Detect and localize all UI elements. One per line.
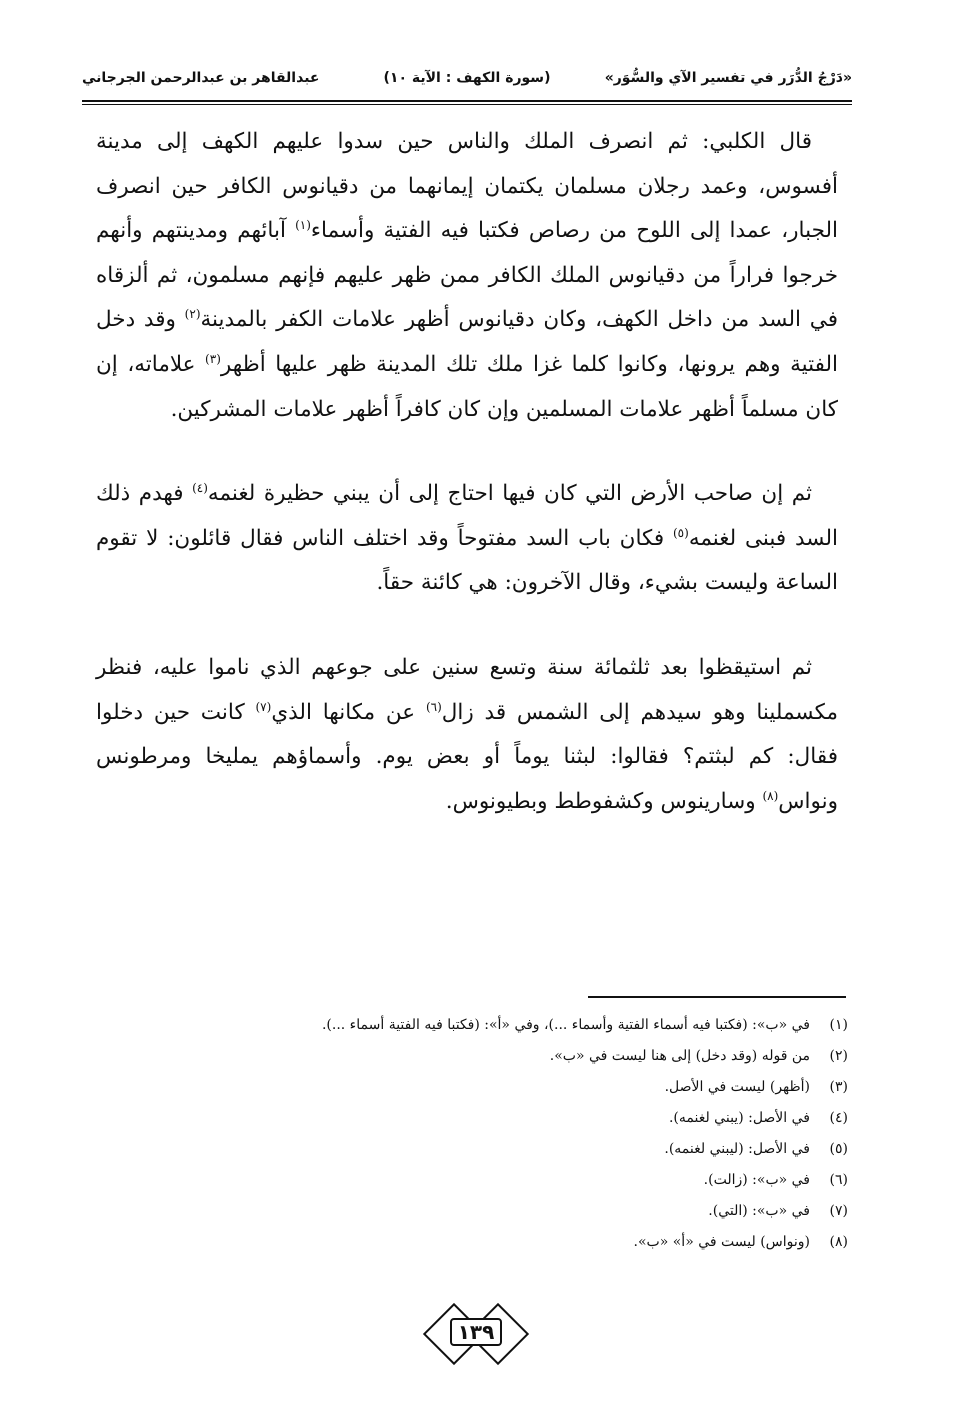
page-number: ١٣٩ <box>457 1320 495 1344</box>
footnote-item <box>96 1134 848 1165</box>
footnote-number: (١) <box>829 1017 848 1033</box>
text-run: فهدم ذلك السد فبنى لغنمه <box>96 481 838 551</box>
footnote-text: (أظهر) ليست في الأصل. <box>664 1079 810 1095</box>
footnote-number: (٦) <box>829 1172 848 1188</box>
footnote-marker: (١) <box>295 218 311 233</box>
surah-reference: (سورة الكهف : الآية ١٠) <box>383 70 551 86</box>
footnote-text: في «ب»: (فكتبا فيه أسماء الفتية وأسماء ...)، وفي «أ»: (فكتبا فيه الفتية أسماء ...). <box>321 1017 810 1033</box>
footnote-item <box>96 1010 848 1041</box>
text-run: ثم إن صاحب الأرض التي كان فيها احتاج إلى أن يبني حظيرة لغنمه <box>207 481 813 507</box>
footnote-text: من قوله (وقد دخل) إلى هنا ليست في «ب». <box>549 1048 810 1064</box>
text-run: وقد دخل الفتية وهم يرونها، وكانوا كلما غزا ملك تلك المدينة ظهر عليها أظهر <box>96 307 838 377</box>
header-rule-thick <box>82 100 852 102</box>
paragraph-3 <box>96 646 838 824</box>
main-text <box>96 120 838 824</box>
header-rule-thin <box>82 104 852 105</box>
footnote-text: في الأصل: (ليبني لغنمه). <box>664 1141 810 1157</box>
footnote-marker: (٢) <box>184 307 201 322</box>
footnote-number: (٤) <box>829 1110 848 1126</box>
text-run: آبائهم ومدينتهم وأنهم خرجوا فراراً من دقيانوس الملك الكافر ممن ظهر عليهم فإنهم مسلمون، ثم ألزقاه في السد من داخل الكهف، وكان دقيانوس أظهر علامات الكفر بالمدينة <box>96 218 838 333</box>
text-run: وسارينوس وكشفوطط وبطيونوس. <box>445 788 763 814</box>
text-run: قال الكلبي: ثم انصرف الملك والناس حين سدوا عليهم الكهف إلى مدينة أفسوس، وعمد رجلان مسلمان يكتمان إيمانهما من دقيانوس الكافر حين انصرف الجبار، عمدا إلى اللوح من رصاص فكتبا فيه الفتية وأسماء <box>96 129 838 244</box>
footnote-item <box>96 1103 848 1134</box>
footnotes-list <box>96 1010 848 1258</box>
paragraph-1 <box>96 120 838 432</box>
footnote-item <box>96 1227 848 1258</box>
footnote-number: (٢) <box>829 1048 848 1064</box>
footnote-text: في الأصل: (يبني لغنمه). <box>668 1110 810 1126</box>
footnote-number: (٣) <box>829 1079 848 1095</box>
text-run: عن مكانها الذي <box>271 699 426 725</box>
text-run: فكان باب السد مفتوحاً وقد اختلف الناس فقال قائلون: لا تقوم الساعة وليست بشيء، وقال الآخرون: هي كائنة حقاً. <box>96 525 838 596</box>
footnote-item <box>96 1196 848 1227</box>
footnote-text: في «ب»: (التي). <box>708 1203 810 1219</box>
footnote-marker: (٣) <box>205 351 221 366</box>
footnote-marker: (٥) <box>672 525 689 540</box>
footnote-marker: (٧) <box>255 699 272 714</box>
text-run: ثم استيقظوا بعد ثلثمائة سنة وتسع سنين على جوعهم الذي ناموا عليه، فنظر مكسملينا وهو سيدهم إلى الشمس قد زال <box>96 654 838 725</box>
book-title: «دَرْجُ الدُّرَر في تفسير الآي والسُّوَر» <box>604 70 852 86</box>
author-name: عبدالقاهر بن عبدالرحمن الجرجاني <box>82 70 320 86</box>
running-header <box>82 62 852 96</box>
footnote-marker: (٤) <box>192 481 208 495</box>
footnote-number: (٨) <box>829 1234 848 1250</box>
footnote-marker: (٦) <box>425 699 442 714</box>
footnote-marker: (٨) <box>762 788 779 803</box>
text-run: علاماته، إن كان مسلماً أظهر علامات المسلمين وإن كان كافراً أظهر علامات المشركين. <box>96 351 838 422</box>
paragraph-2 <box>96 472 838 606</box>
footnote-item <box>96 1041 848 1072</box>
footnote-item <box>96 1165 848 1196</box>
text-run: كانت حين دخلوا فقال: كم لبثتم؟ فقالوا: لبثنا يوماً أو بعض يوم. وأسماؤهم يمليخا ومرطونس ونواس <box>96 699 838 814</box>
footnote-number: (٥) <box>829 1141 848 1157</box>
footnote-text: (ونواس) ليست في «أ» «ب». <box>633 1234 810 1250</box>
footnote-number: (٧) <box>829 1203 848 1219</box>
footnote-item <box>96 1072 848 1103</box>
footnote-separator <box>588 996 846 998</box>
footnote-text: في «ب»: (زالت). <box>703 1172 810 1188</box>
page-number-badge <box>428 1310 524 1354</box>
